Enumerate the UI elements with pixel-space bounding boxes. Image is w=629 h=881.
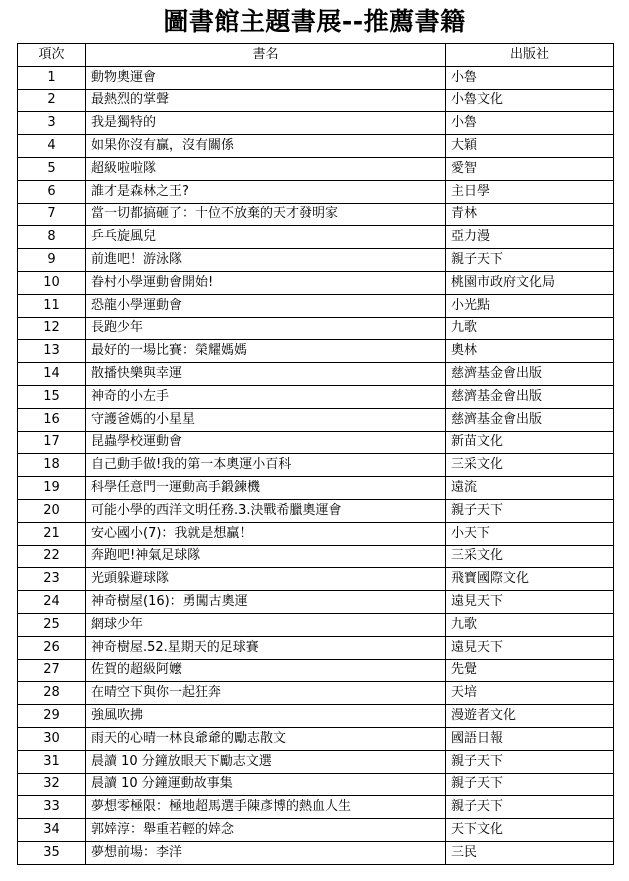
row-book-title: 恐龍小學運動會 xyxy=(86,294,446,317)
row-book-title: 在晴空下與你一起狂奔 xyxy=(86,682,446,705)
table-header xyxy=(18,44,614,67)
row-publisher: 親子天下 xyxy=(446,773,614,796)
row-publisher: 飛寶國際文化 xyxy=(446,568,614,591)
row-publisher: 親子天下 xyxy=(446,796,614,819)
row-book-title: 安心國小(7)：我就是想贏！ xyxy=(86,522,446,545)
row-publisher: 先覺 xyxy=(446,659,614,682)
row-publisher: 遠見天下 xyxy=(446,591,614,614)
row-book-title: 如果你沒有贏，沒有關係 xyxy=(86,135,446,158)
table-row xyxy=(18,340,614,363)
table-row xyxy=(18,317,614,340)
table-row xyxy=(18,477,614,500)
row-book-title: 當一切都搞砸了：十位不放棄的天才發明家 xyxy=(86,203,446,226)
header-item-number: 項次 xyxy=(18,44,86,67)
row-item-number: 21 xyxy=(18,522,86,545)
row-book-title: 動物奧運會 xyxy=(86,66,446,89)
row-item-number: 26 xyxy=(18,636,86,659)
row-publisher: 亞力漫 xyxy=(446,226,614,249)
row-publisher: 國語日報 xyxy=(446,727,614,750)
row-publisher: 桃園市政府文化局 xyxy=(446,271,614,294)
row-item-number: 33 xyxy=(18,796,86,819)
table-body xyxy=(18,66,614,864)
row-book-title: 乒乓旋風兒 xyxy=(86,226,446,249)
row-book-title: 昆蟲學校運動會 xyxy=(86,431,446,454)
row-item-number: 11 xyxy=(18,294,86,317)
row-book-title: 奔跑吧!神氣足球隊 xyxy=(86,545,446,568)
row-publisher: 三民 xyxy=(446,841,614,864)
table-row xyxy=(18,226,614,249)
table-header-row xyxy=(18,44,614,67)
row-publisher: 三采文化 xyxy=(446,545,614,568)
row-item-number: 31 xyxy=(18,750,86,773)
header-book-title: 書名 xyxy=(86,44,446,67)
row-book-title: 強風吹拂 xyxy=(86,705,446,728)
row-publisher: 九歌 xyxy=(446,613,614,636)
row-item-number: 9 xyxy=(18,249,86,272)
row-publisher: 遠流 xyxy=(446,477,614,500)
row-book-title: 神奇樹屋(16)：勇闖古奧運 xyxy=(86,591,446,614)
row-book-title: 前進吧！游泳隊 xyxy=(86,249,446,272)
row-publisher: 三采文化 xyxy=(446,454,614,477)
row-publisher: 小天下 xyxy=(446,522,614,545)
row-item-number: 7 xyxy=(18,203,86,226)
row-book-title: 最好的一場比賽：榮耀媽媽 xyxy=(86,340,446,363)
row-item-number: 27 xyxy=(18,659,86,682)
row-publisher: 漫遊者文化 xyxy=(446,705,614,728)
table-row xyxy=(18,659,614,682)
table-row xyxy=(18,363,614,386)
table-row xyxy=(18,271,614,294)
row-item-number: 23 xyxy=(18,568,86,591)
table-row xyxy=(18,203,614,226)
row-book-title: 自己動手做!我的第一本奧運小百科 xyxy=(86,454,446,477)
table-row xyxy=(18,705,614,728)
row-book-title: 守護爸媽的小星星 xyxy=(86,408,446,431)
row-publisher: 小光點 xyxy=(446,294,614,317)
table-row xyxy=(18,636,614,659)
row-item-number: 17 xyxy=(18,431,86,454)
row-publisher: 天下文化 xyxy=(446,819,614,842)
row-item-number: 4 xyxy=(18,135,86,158)
row-book-title: 光頭躲避球隊 xyxy=(86,568,446,591)
row-item-number: 10 xyxy=(18,271,86,294)
row-book-title: 長跑少年 xyxy=(86,317,446,340)
row-item-number: 19 xyxy=(18,477,86,500)
row-item-number: 13 xyxy=(18,340,86,363)
table-row xyxy=(18,682,614,705)
table-row xyxy=(18,454,614,477)
row-item-number: 22 xyxy=(18,545,86,568)
row-item-number: 34 xyxy=(18,819,86,842)
row-publisher: 慈濟基金會出版 xyxy=(446,363,614,386)
row-publisher: 新苗文化 xyxy=(446,431,614,454)
row-publisher: 大穎 xyxy=(446,135,614,158)
row-book-title: 網球少年 xyxy=(86,613,446,636)
row-book-title: 可能小學的西洋文明任務.3.決戰希臘奧運會 xyxy=(86,499,446,522)
row-book-title: 我是獨特的 xyxy=(86,112,446,135)
row-publisher: 慈濟基金會出版 xyxy=(446,408,614,431)
row-book-title: 散播快樂與幸運 xyxy=(86,363,446,386)
row-item-number: 30 xyxy=(18,727,86,750)
row-item-number: 5 xyxy=(18,157,86,180)
row-item-number: 28 xyxy=(18,682,86,705)
table-row xyxy=(18,545,614,568)
row-item-number: 18 xyxy=(18,454,86,477)
row-item-number: 32 xyxy=(18,773,86,796)
table-row xyxy=(18,591,614,614)
row-item-number: 14 xyxy=(18,363,86,386)
page-title: 圖書館主題書展--推薦書籍 xyxy=(163,7,466,36)
table-row xyxy=(18,112,614,135)
table-row xyxy=(18,431,614,454)
row-publisher: 天培 xyxy=(446,682,614,705)
table-row xyxy=(18,66,614,89)
row-item-number: 16 xyxy=(18,408,86,431)
row-publisher: 親子天下 xyxy=(446,750,614,773)
row-book-title: 科學任意門一運動高手鍛鍊機 xyxy=(86,477,446,500)
table-row xyxy=(18,157,614,180)
row-publisher: 遠見天下 xyxy=(446,636,614,659)
row-item-number: 3 xyxy=(18,112,86,135)
table-row xyxy=(18,249,614,272)
table-row xyxy=(18,750,614,773)
row-book-title: 晨讀 10 分鐘放眼天下勵志文選 xyxy=(86,750,446,773)
row-book-title: 夢想前場：李洋 xyxy=(86,841,446,864)
table-row xyxy=(18,499,614,522)
row-publisher: 奧林 xyxy=(446,340,614,363)
row-item-number: 2 xyxy=(18,89,86,112)
table-row xyxy=(18,841,614,864)
table-row xyxy=(18,294,614,317)
row-book-title: 郭婞淳：舉重若輕的婞念 xyxy=(86,819,446,842)
table-row xyxy=(18,613,614,636)
row-item-number: 8 xyxy=(18,226,86,249)
table-row xyxy=(18,180,614,203)
table-row xyxy=(18,89,614,112)
row-publisher: 愛智 xyxy=(446,157,614,180)
row-book-title: 超級啦啦隊 xyxy=(86,157,446,180)
row-book-title: 夢想零極限：極地超馬選手陳彥博的熱血人生 xyxy=(86,796,446,819)
row-publisher: 親子天下 xyxy=(446,499,614,522)
table-row xyxy=(18,727,614,750)
row-item-number: 35 xyxy=(18,841,86,864)
table-row xyxy=(18,796,614,819)
row-item-number: 1 xyxy=(18,66,86,89)
row-publisher: 小魯 xyxy=(446,112,614,135)
row-publisher: 小魯 xyxy=(446,66,614,89)
table-row xyxy=(18,819,614,842)
table-row xyxy=(18,568,614,591)
row-item-number: 24 xyxy=(18,591,86,614)
row-book-title: 最熱烈的掌聲 xyxy=(86,89,446,112)
table-row xyxy=(18,522,614,545)
row-item-number: 25 xyxy=(18,613,86,636)
row-item-number: 15 xyxy=(18,385,86,408)
row-book-title: 佐賀的超級阿嬤 xyxy=(86,659,446,682)
row-book-title: 神奇的小左手 xyxy=(86,385,446,408)
row-publisher: 小魯文化 xyxy=(446,89,614,112)
row-book-title: 晨讀 10 分鐘運動故事集 xyxy=(86,773,446,796)
book-list-table xyxy=(17,43,614,865)
row-publisher: 親子天下 xyxy=(446,249,614,272)
row-publisher: 主日學 xyxy=(446,180,614,203)
row-item-number: 12 xyxy=(18,317,86,340)
table-row xyxy=(18,408,614,431)
table-row xyxy=(18,385,614,408)
row-item-number: 6 xyxy=(18,180,86,203)
table-row xyxy=(18,773,614,796)
table-row xyxy=(18,135,614,158)
row-item-number: 29 xyxy=(18,705,86,728)
header-publisher: 出版社 xyxy=(446,44,614,67)
row-item-number: 20 xyxy=(18,499,86,522)
row-publisher: 慈濟基金會出版 xyxy=(446,385,614,408)
row-publisher: 青林 xyxy=(446,203,614,226)
row-book-title: 誰才是森林之王? xyxy=(86,180,446,203)
row-book-title: 眷村小學運動會開始! xyxy=(86,271,446,294)
row-book-title: 雨天的心晴一林良爺爺的勵志散文 xyxy=(86,727,446,750)
row-book-title: 神奇樹屋.52.星期天的足球賽 xyxy=(86,636,446,659)
row-publisher: 九歌 xyxy=(446,317,614,340)
